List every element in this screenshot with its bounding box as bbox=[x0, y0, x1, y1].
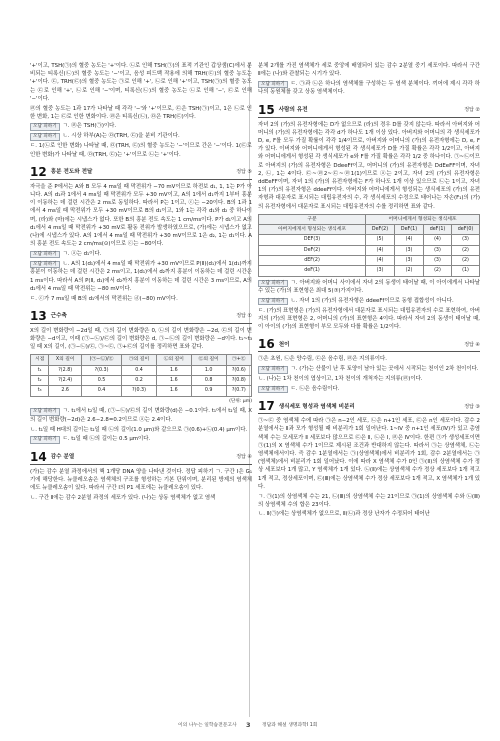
question-title: 감수 분열 bbox=[50, 454, 75, 461]
answer-text: ㄷ. t₂일 때 ㉡의 길이는 0.5 μm이다. bbox=[62, 436, 151, 443]
question-number: 16 bbox=[258, 337, 275, 352]
question-17-header bbox=[258, 400, 480, 414]
left-column bbox=[30, 62, 252, 504]
answer-text: ㄷ. ㉠과 ㉡은 하나의 염색체를 구성하는 두 염색 분체이다. 끼어에 제시 각각 하나의 동원체를 갖고 상동 염색체이다. bbox=[258, 80, 480, 96]
intro-paragraph: 분체 2개를 가진 염색체가 세로 중앙에 배열되어 있는 감수 2분열 중기 세포이다. 따라서 구간 Ⅱ에는 (나)와 관찰되는 시기가 있다. bbox=[258, 63, 480, 78]
table-header: (㉠−㉡)/㉢ bbox=[81, 355, 121, 365]
question-15-header bbox=[258, 104, 480, 118]
answer-text: ㄴ. 자녀 1의 (가)의 유전자형은 ddeeFf이므로 동형 접합성이 아니다. bbox=[290, 297, 454, 304]
question-number: 14 bbox=[30, 449, 47, 464]
table-row bbox=[259, 266, 480, 276]
table-cell: t₃ bbox=[31, 386, 49, 396]
table-cell: deF(1) bbox=[259, 266, 366, 276]
answer-text: ㄴ. 시상 하부(A)는 ㉤(TRH, ㉢)을 분비 기관이다. bbox=[62, 133, 180, 140]
table-cell: (3) bbox=[366, 266, 395, 276]
answer-line: ㄷ. 1(㉡로 인한 변화) 나타날 때, ㉤(TRH, ㉢)의 혈중 농도는 '−'이므로 간은 '−'이다. 1(㉢로 인한 변화)가 나타날 때, ㉤(TRH, ㉢)는 '+'이므로 ㉡는 '+'이다. bbox=[30, 143, 252, 158]
question-answer: 정답 ④ bbox=[236, 454, 252, 461]
intro-paragraph-1: '+'이고, TSH(㉠)의 혈중 농도는 '+'이다. ㉡로 인해 TSH(㉠)의 표적 기관인 갑상샘(C)에서 분비되는 티록신(㉡)의 혈중 농도는 '−'이고, 음성 피드백 작용에 의해 TRH(㉢)의 혈중 농도는 '+'이다. ㉢, TRH(㉢)의 혈중 농도는 ㉠로 인해 '+', ㉡로 인해 '+'이고, TSH(㉠)의 혈중 농도는 ㉢로 인해 '+', ㉡로 인해 '−'이며, 티록신(㉡)의 혈중 농도는 ㉡로 인해 '−', ㉢로 인해 '−'이다. bbox=[30, 63, 252, 102]
table-header: ㉠의 길이 bbox=[122, 355, 157, 365]
question-answer: 정답 ② bbox=[464, 107, 480, 114]
table-cell: (3) bbox=[395, 245, 424, 255]
table-cell: t₁ bbox=[31, 365, 49, 375]
table-cell: (3) bbox=[423, 255, 451, 265]
answer-line bbox=[30, 435, 252, 444]
table-cell: 2.6 bbox=[49, 386, 82, 396]
question-14-header bbox=[30, 451, 252, 465]
table-cell: (4) bbox=[366, 245, 395, 255]
table-cell: 1.6 bbox=[156, 386, 191, 396]
ref-badge: 오답 피하기 bbox=[258, 386, 288, 394]
answer-line: ㄷ. ⓒ가 7 ms일 때 B의 d₁에서의 막전위는 ⓓ(−80) mV이다. bbox=[30, 295, 178, 302]
table-cell: 1.0 bbox=[191, 365, 226, 375]
answer-line bbox=[258, 80, 480, 97]
table-header: ㉢의 길이 bbox=[191, 355, 226, 365]
ref-badge: 오답 피하기 bbox=[258, 366, 288, 374]
question-answer: 정답 ⑤ bbox=[236, 169, 252, 176]
table-cell: (2) bbox=[451, 245, 479, 255]
table-header: 구분 bbox=[259, 214, 366, 224]
ref-badge: 오답 피하기 bbox=[30, 408, 60, 416]
table-cell: (2) bbox=[451, 255, 479, 265]
ref-badge: 오답 피하기 bbox=[258, 298, 288, 306]
answer-line: ㄴ. (나)는 1차 천이의 엽상이고, 1차 천이의 개척자는 지의류(㉣)이다. bbox=[258, 376, 423, 383]
question-12-header bbox=[30, 166, 252, 180]
table-cell: ?(2.4) bbox=[49, 375, 82, 385]
answer-line: ㄷ. (가)의 표현형은 (가)의 유전자형에서 대문자로 표시되는 대립유전자의 수로 표현하여, 아버지의 (가)의 표현형은 2, 어머니의 (가)의 표현형은 4이다. 따라서 자녀 2의 동생이 태어날 때, 이 아이의 (가)의 표현형이 부모 모두와 다를 확률은 1/2이다. bbox=[258, 307, 480, 331]
table-row bbox=[259, 255, 480, 265]
table-row bbox=[259, 235, 480, 245]
table-cell: ?(0.3) bbox=[122, 386, 157, 396]
table-cell: (2) bbox=[423, 266, 451, 276]
answer-text: ㄱ. ⓐ는 d₁이다. bbox=[62, 250, 102, 257]
answer-line bbox=[258, 279, 480, 296]
question-number: 17 bbox=[258, 399, 275, 414]
ref-badge: 오답 피하기 bbox=[30, 436, 60, 444]
table-cell: ?(0.7) bbox=[226, 386, 251, 396]
question-number: 13 bbox=[30, 308, 47, 323]
table-header: 어머니에게서 형성되는 생식세포 bbox=[366, 214, 480, 224]
table-cell: (1) bbox=[451, 266, 479, 276]
ref-badge: 오답 피하기 bbox=[30, 251, 60, 259]
footer-left: 이의 나누는 일학습전문고사 bbox=[178, 723, 237, 728]
table-cell: ?(2.8) bbox=[49, 365, 82, 375]
table-cell: (4) bbox=[395, 235, 424, 245]
answer-line bbox=[258, 385, 480, 394]
question-answer: 정답 ① bbox=[236, 313, 252, 320]
answer-text: ㄴ. A의 1(d₁)에서 4 ms일 때 막전위가 +30 mV이므로 P(Ⅱ)(d₁)에서 1(d₁)까지 흥분이 이동하는 데 걸린 시간은 2 ms이고, 1(d₁)에서 d₂까지 흥분이 이동하는 데 걸린 시간은 1 ms이다. 따라서 A의 P(Ⅱ, d₁)에서 d₂까지 흥분이 이동하는 데 걸린 시간은 3 ms이므로, A의 d₂에서 4 ms일 때 막전위는 −80 mV이다. bbox=[30, 260, 252, 292]
question-title: 천이 bbox=[278, 341, 290, 348]
table-cell: (3) bbox=[395, 255, 424, 265]
table-header: ㉠+㉢ bbox=[226, 355, 251, 365]
table-cell: t₂ bbox=[31, 375, 49, 385]
right-column bbox=[258, 62, 480, 520]
table-header: 아버지에게서 형성되는 생식세포 bbox=[259, 225, 366, 235]
question-title: 근수축 bbox=[50, 313, 67, 320]
intro-paragraph-2: ㉣의 혈중 농도는 1과 17가 나타날 때 각각 '−'와 '+'이므로, ㉢은 TSH(㉠)이고, 1은 ㉡로 인한 변화, 1는 ㉢로 인한 변화이다. ㉣은 티록신(㉡), ㉤은 TRH(㉢)이다. bbox=[30, 105, 252, 120]
table-cell: 0.4 bbox=[81, 386, 121, 396]
question-16-header bbox=[258, 338, 480, 352]
gamete-table bbox=[258, 214, 480, 277]
question-13-header bbox=[30, 310, 252, 324]
table-header: DeF(2) bbox=[366, 225, 395, 235]
table-cell: dEF(2) bbox=[259, 255, 366, 265]
answer-text: ㄱ. (가)는 산불이 난 후 토양이 남아 있는 곳에서 시작되는 천이인 2차 천이이다. bbox=[290, 366, 479, 373]
table-header: ㉡의 길이 bbox=[156, 355, 191, 365]
ref-badge: 오답 피하기 bbox=[30, 123, 60, 131]
question-number: 15 bbox=[258, 102, 275, 117]
table-cell: (2) bbox=[395, 266, 424, 276]
answer-line bbox=[30, 132, 252, 141]
footer-right: 정답과 해설 생명과학Ⅰ 1회 bbox=[262, 723, 318, 728]
question-15-body: 자녀 2의 (가)의 유전자형에는 D가 없으므로 (라)의 경우 D를 갖지 않는다. 따라서 아버지와 어머니의 (가)의 유전자형에는 각각 d가 하나도 1개 이상 있다. 아버지와 어머니의 각 생식세포가 D, e, F를 모두 가질 확률이 각각 1/4이므로, 아버지와 어머니의 (가)의 유전자형에는 D, e, F가 있다. 이버지와 어머니에게서 형성된 각 생식세포가 D를 가질 확률은 각각 1/2이고, 아버지와 어머니에게서 형성된 각 생식세포가 e와 F를 가질 확률은 각각 1/2 중 하나이다. ㉠~㉡이므로 아버지의 (가)의 유전자형은 DdeeFf이고, 어머니의 (가)의 유전자형은 DdEeFF이며, 자녀 2, ㉡, 1는 4이다. ㉢~㉣2~㉢~㉣1(1)이므로 ⓐ는 2이고, 자녀 2의 (가)의 유전자형은 ddEeFF이며, 자녀 1의 (가)의 유전자형에는 F가 하나도 1개 이상 있으므로 ㉡는 1이고, 자녀 1의 (가)의 유전자형은 ddeeFf이다. 아버지와 어머니에게서 형성되는 생식세포의 (가)의 유전자형과 대문자로 표시되는 대립유전자의 수, 각 생식세포의 수정으로 태어나는 자손(F₁)의 (가)의 유전자형에서 대문자로 표시되는 대립유전자의 수를 정리하면 표와 같다. bbox=[258, 121, 480, 210]
answer-line bbox=[30, 250, 252, 259]
question-answer: 정답 ④ bbox=[464, 341, 480, 348]
page-number: 3 bbox=[246, 721, 251, 729]
table-cell: DEF(3) bbox=[259, 235, 366, 245]
answer-line: ㄴ. Ⅱ(㉠)에는 상염색체가 없으므로, Ⅱ(㉡)과 정상 난자가 수정되어 태어난 bbox=[258, 511, 430, 518]
table-header: 시점 bbox=[31, 355, 49, 365]
answer-line bbox=[30, 260, 252, 293]
table-header: DeF(1) bbox=[395, 225, 424, 235]
table-header: deF(1) bbox=[423, 225, 451, 235]
question-title: 흥분 전도와 전달 bbox=[50, 169, 93, 176]
table-cell: 1.6 bbox=[156, 365, 191, 375]
table-cell: ?(0.3) bbox=[81, 365, 121, 375]
answer-line: ㄱ. ㉠(1)의 상염색체 수는 21, ㉡(Ⅲ)의 상염색체 수는 21이므로 ㉠(1)의 상염색체 수와 ㉡(Ⅲ)의 상염색체 수의 합은 23이다. bbox=[258, 493, 480, 508]
table-cell: 1.6 bbox=[156, 375, 191, 385]
table-cell: (3) bbox=[451, 235, 479, 245]
ref-badge: 오답 피하기 bbox=[258, 280, 288, 288]
table-header: deF(0) bbox=[451, 225, 479, 235]
table-cell: (4) bbox=[423, 235, 451, 245]
question-title: 생식세포 형성과 염색체 비분리 bbox=[278, 403, 355, 410]
ref-badge: 오답 피하기 bbox=[30, 133, 60, 141]
table-row bbox=[31, 375, 252, 385]
table-cell: DeF(2) bbox=[259, 245, 366, 255]
question-answer: 정답 ③ bbox=[464, 403, 480, 410]
question-13-body: X의 길이 변화량이 −2d일 때, ㉠의 길이 변화량은 0, ㉡의 길이 변화량은 −2d, ㉢의 길이 변화량은 −d이고, 이때 (㉠−㉡)/㉢의 길이 변화량은 d, ㉠−㉡의 길이 변화량은 −d이다. t₁~t₃일 때 X의 길이, (㉠−㉡)/㉢, ㉠~㉢, ㉠+㉢의 길이를 정리하면 표와 같다. bbox=[30, 327, 252, 351]
answer-line bbox=[258, 297, 480, 306]
answer-text: ㄱ. t₁에서 t₂일 때, (㉠−㉡)/㉢의 길이 변화량(d)은 −0.1이다. t₁에서 t₂일 때, X의 길이 변화량(−2d)은 2.6−2.8=0.2이므로 ⓐ는 2.4이다. bbox=[30, 408, 252, 423]
table-cell: 0.2 bbox=[122, 375, 157, 385]
question-12-body: 자극을 준 P에서는 A와 B 모두 4 ms일 때 막전위가 −70 mV이므로 하전보 d₁, 1, 1는 P가 아니다. A의 d₁과 1에서 4 ms일 때 막전위가 모두 +30 mV이고, A의 1에서 d₁까지 1부터 흥분이 이동하는 데 걸린 시간은 2 ms로 동일하다. 따라서 P는 1이고, ⓒ는 −20이다. B의 1과 1에서 4 ms일 때 막전위가 모두 +30 mV이므로 B의 d₁이고, 1와 1는 각각 d₁와 d₂ 중 하나이며, (라)와 (마)에는 시냅스가 없다. 또한 B의 흥분 전도 속도는 1 cm/ms이다. P가 d₁이고 A의 d₁에서 4 ms일 때 막전위가 +30 mV로 활동 전위가 발생하였으므로, (가)에는 시냅스가 없고 (나)에 시냅스가 있다. A의 1에서 4 ms일 때 막전위가 +30 mV이므로 1은 d₂, 1는 d₁이다. A의 흥분 전도 속도는 2 cm/ms(⊙)이므로 ⓒ는 −80이다. bbox=[30, 183, 252, 248]
table-header: X의 길이 bbox=[49, 355, 82, 365]
table-cell: (4) bbox=[366, 255, 395, 265]
ref-badge: 오답 피하기 bbox=[30, 261, 60, 269]
data-table bbox=[30, 354, 252, 396]
answer-line: ㄴ. t₁일 때 H대의 길이는 t₂일 때 ㉡의 길이(1.0 μm)와 같으므로 ㉠(0.6)+㉡(0.4) μm이다. bbox=[30, 426, 248, 433]
table-cell: 0.5 bbox=[81, 375, 121, 385]
table-row bbox=[259, 245, 480, 255]
table-unit: (단위: μm) bbox=[229, 398, 252, 404]
question-17-body: ㉠~㉢ 중 염색체 수에 따라 ㉠은 n−2인 세포, ㉡은 n+1인 세포, ㉢은 n인 세포이다. 감수 2분열에서는 Ⅱ과 모가 형성될 때 비분리가 1회 일어난다. 1~Ⅳ 중 n+1인 세포(Ⅳ)가 있고 총염색체 수는 모세포가 Ⅱ 세포보다 많으므로 ㉢은 Ⅱ, ㉡은 Ⅰ, ㉣은 Ⅳ이다. 한편 ㉠가 생성세포이면 ㉠(1)의 X 염색체 수가 1이므로 제시된 조건과 반대하지 않는다. 따라서 ㉠는 상염색체, ㉡는 염색체에서이다. 즉 감수 1분열에서는 ㉠(상염색체)에서 비분리가 1회, 감수 2분열에서는 ㉠(염색체)에서 비분리가 1회 일어났다. 이에 따라 X 염색체 수가 0인 ㉠(Ⅱ)의 상염색체 수가 정상 세포보다 1개 많고, Y 염색체가 1개 있다. ㉡(Ⅱ)에는 상염색체 수가 정상 세포보다 1개 적고 1개 적고, 정상세포이며, ㉢(Ⅲ)에는 상염색체 수가 정상 세포보다 1개 적고, X 염색체가 1개 있다. bbox=[258, 418, 480, 490]
question-title: 사람의 유전 bbox=[278, 107, 308, 114]
answer-line bbox=[258, 365, 480, 374]
table-cell: 0.8 bbox=[191, 375, 226, 385]
table-row bbox=[31, 365, 252, 375]
table-cell: ?(0.6) bbox=[226, 365, 251, 375]
table-cell: (3) bbox=[423, 245, 451, 255]
table-header-row bbox=[31, 355, 252, 365]
answer-text: ㄱ. 아버지와 어머니 사이에서 자녀 2의 동생이 태어날 때, 이 아이에게서 나타날 수 있는 (가)의 표현형은 최대 5(⑦)가지이다. bbox=[258, 279, 480, 295]
answer-text: ㄷ. ㉡은 음수림이다. bbox=[290, 385, 340, 392]
table-cell: (5) bbox=[366, 235, 395, 245]
table-header-row bbox=[259, 214, 480, 224]
question-number: 12 bbox=[30, 164, 47, 179]
table-row bbox=[31, 386, 252, 396]
table-cell: ?(0.8) bbox=[226, 375, 251, 385]
table-header-row bbox=[259, 225, 480, 235]
table-cell: 0.4 bbox=[122, 365, 157, 375]
answer-line bbox=[30, 122, 252, 131]
answer-line: ㄴ. 구간 Ⅱ에는 감수 2분열 과정의 세포가 있다. (나)는 상동 염색체가 없고 염색 bbox=[30, 494, 216, 501]
answer-line bbox=[30, 407, 252, 424]
question-14-body: (가)는 감수 분열 과정에서의 핵 1개당 DNA 양을 나타낸 것이다. 정답 피하기 ㄱ. 구간 Ⅰ은 G₁기에 해당한다. 뉴클레오솜은 염색체의 구조를 형성하는 기본 단위이며, 분리된 방제의 염색체에도 뉴클레오솜이 있다. 따라서 구간 Ⅰ의 P1 세포에는 뉴클레오솜이 있다. bbox=[30, 468, 252, 492]
answer-line: ㉠은 초원, ㉡은 양수림, ㉢은 음수림, ㉣은 지의류이다. bbox=[258, 356, 387, 363]
table-cell: 0.9 bbox=[191, 386, 226, 396]
ref-badge: 오답 피하기 bbox=[258, 81, 288, 89]
answer-text: ㄱ. ㉣은 TSH(㉠)이다. bbox=[62, 123, 117, 130]
